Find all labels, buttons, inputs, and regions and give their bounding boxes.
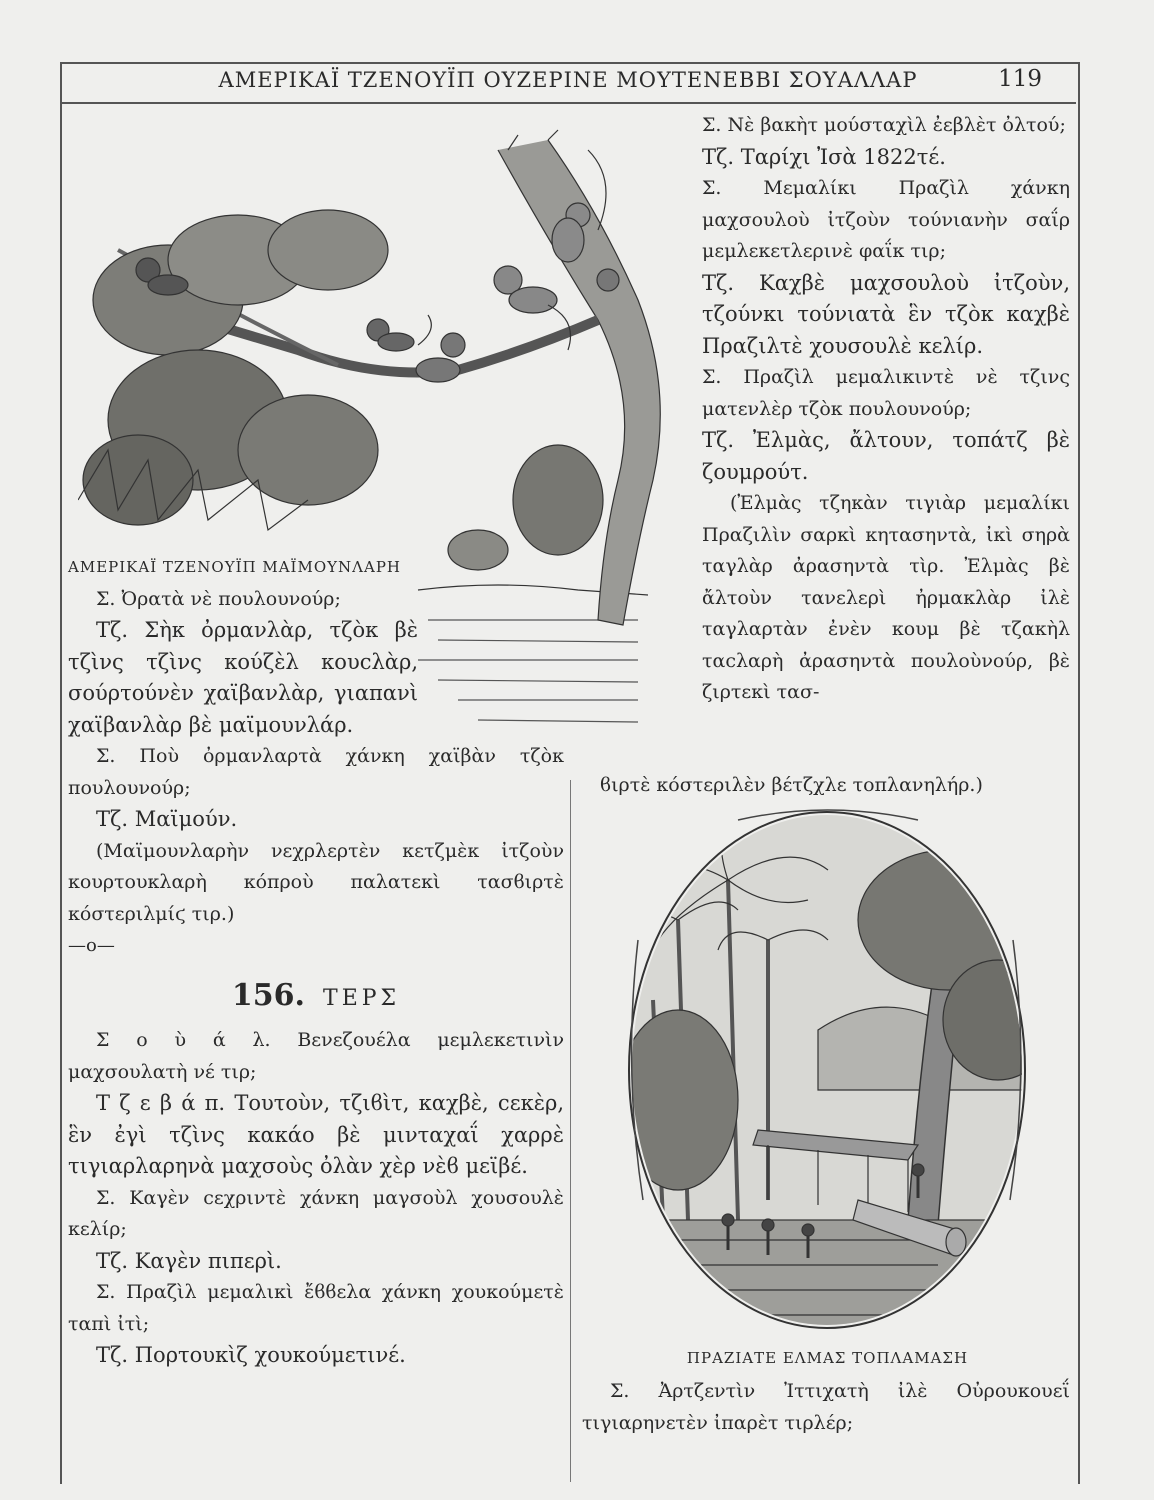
qa-line: Τζ. Καχβὲ μαχσουλοὺ ἰτζοὺν, τζούνκι τούνιατὰ ἓν τζὸκ καχβὲ Πραζιλτὲ χουσουλὲ κελίρ. <box>702 270 1070 358</box>
qa-line: Τζ. Ἐλμὰς, ἄλτουν, τοπάτζ βὲ ζουμρούτ. <box>702 428 1070 484</box>
note-paragraph: (Μαϊμουνλαρὴν νεχρλερτὲν κετζμὲκ ἰτζοὺν κουρτουκλαρὴ κόπροὺ παλατεκὶ τασϐιρτὲ κόστεριλμίϛ τιρ.) <box>68 839 564 925</box>
page-number: 119 <box>998 66 1042 92</box>
running-title: ΑΜΕΡΙΚΑΪ ΤΖΕΝΟΥΪΠ ΟΥΖΕΡΙΝΕ ΜΟΥΤΕΝΕΒΒΙ ΣΟΥΑΛΛΑΡ <box>218 68 918 92</box>
qa-line: Σ. Νὲ βακὴτ μούσταχὶλ ἐεβλὲτ ὀλτού; <box>702 114 1066 136</box>
right-column-bottom <box>582 1376 1070 1439</box>
lesson-heading <box>68 977 564 1016</box>
qa-line: Τζ. Καγὲν πιπερὶ. <box>96 1248 282 1273</box>
qa-line: Σ. Πραζὶλ μεμαλικιντὲ νὲ τζινς ματενλὲρ τζὸκ πουλουνούρ; <box>702 366 1070 420</box>
qa-line: Σ. Μεμαλίκι Πραζὶλ χάνκη μαχσουλοὺ ἰτζοὺν τούνιανὴν σαΐρ μεμλεκετλερινὲ φαΐκ τιρ; <box>702 177 1070 262</box>
qa-line: Τζ. Μαϊμούν. <box>96 807 238 831</box>
lesson-number: 156. <box>231 977 305 1013</box>
note-paragraph: (Ἐλμὰς τζηκὰν τιγιὰρ μεμαλίκι Πραζιλὶν σαρκὶ κητασηντὰ, ἰκὶ σηρὰ ταγλὰρ ἀρασηντὰ τὶρ. Ἐλμὰς βὲ ἄλτοὺν τανελερὶ ἠρμακλὰρ ἰλὲ ταγλαρτὰν ἐνὲν κουμ βὲ τζακὴλ ταϲλαρὴ ἀρασηντὰ πουλοὺνούρ, βὲ ζιρτεκὶ τασ- <box>702 492 1070 703</box>
qa-line: Τζ. Σὴκ ὀρμανλὰρ, τζὸκ βὲ τζὶνς τζὶνς κούζὲλ κουϲλὰρ, σούρτούνὲν χαϊβανλὰρ, γιαπανὶ χαϊβανλὰρ βὲ μαϊμουνλάρ. <box>68 618 418 737</box>
lesson-title: ΤΕΡΣ <box>323 985 401 1011</box>
right-column-top <box>702 110 1070 709</box>
qa-line: Σ ο ὺ ά λ. Βενεζουέλα μεμλεκετινὶν μαχσουλατὴ νέ τιρ; <box>68 1029 564 1083</box>
qa-line: Σ. Καγὲν ϲεχριντὲ χάνκη μαγσοὺλ χουσουλὲ κελίρ; <box>68 1186 564 1240</box>
column-divider <box>570 780 571 1482</box>
running-header <box>60 62 1076 104</box>
qa-line: Τζ. Πορτουκὶζ χουκούμετινέ. <box>96 1343 406 1367</box>
note-paragraph-end: ϐιρτὲ κόστεριλὲν βέτζχλε τοπλανηλήρ.) <box>600 774 983 796</box>
qa-line: Σ. Ὀρατὰ νὲ πουλουνούρ; <box>96 587 341 610</box>
qa-line: Σ. Πραζὶλ μεμαλικὶ ἔϐϐελα χάνκη χουκούμετὲ ταπὶ ἰτὶ; <box>68 1281 564 1335</box>
qa-line: Σ. Ἀρτζεντὶν Ἰττιχατὴ ἰλὲ Οὐρουκουεΐ τιγιαρηνετὲν ἰπαρὲτ τιρλέρ; <box>582 1380 1070 1434</box>
qa-line: Τζ. Ταρίχι Ἰσὰ 1822τέ. <box>702 144 946 169</box>
left-column <box>68 552 564 1372</box>
right-column-continuation <box>600 770 1070 802</box>
qa-line: Τ ζ ε β ά π. Τουτοὺν, τζιϐὶτ, καχβὲ, ϲεκὲρ, ἓν ἐγὶ τζὶνς κακάο βὲ μινταχαΐ χαρρὲ τιγιαρλαρηνὰ μαχσοὺς ὀλὰν χὲρ νὲϐ μεϊβέ. <box>68 1091 564 1178</box>
figure-caption: ΠΡΑΖΙΑΤΕ ΕΛΜΑΣ ΤΟΠΛΑΜΑΣΗ <box>686 1349 969 1367</box>
diamond-washing-illustration <box>618 800 1036 1365</box>
qa-line: Σ. Ποὺ ὀρμανλαρτὰ χάνκη χαϊβὰν τζὸκ πουλουνούρ; <box>68 745 564 799</box>
figure-caption: ΑΜΕΡΙΚΑΪ ΤΖΕΝΟΥΪΠ ΜΑΪΜΟΥΝΛΑΡΗ <box>68 558 402 576</box>
section-separator: —ο— <box>68 935 115 956</box>
